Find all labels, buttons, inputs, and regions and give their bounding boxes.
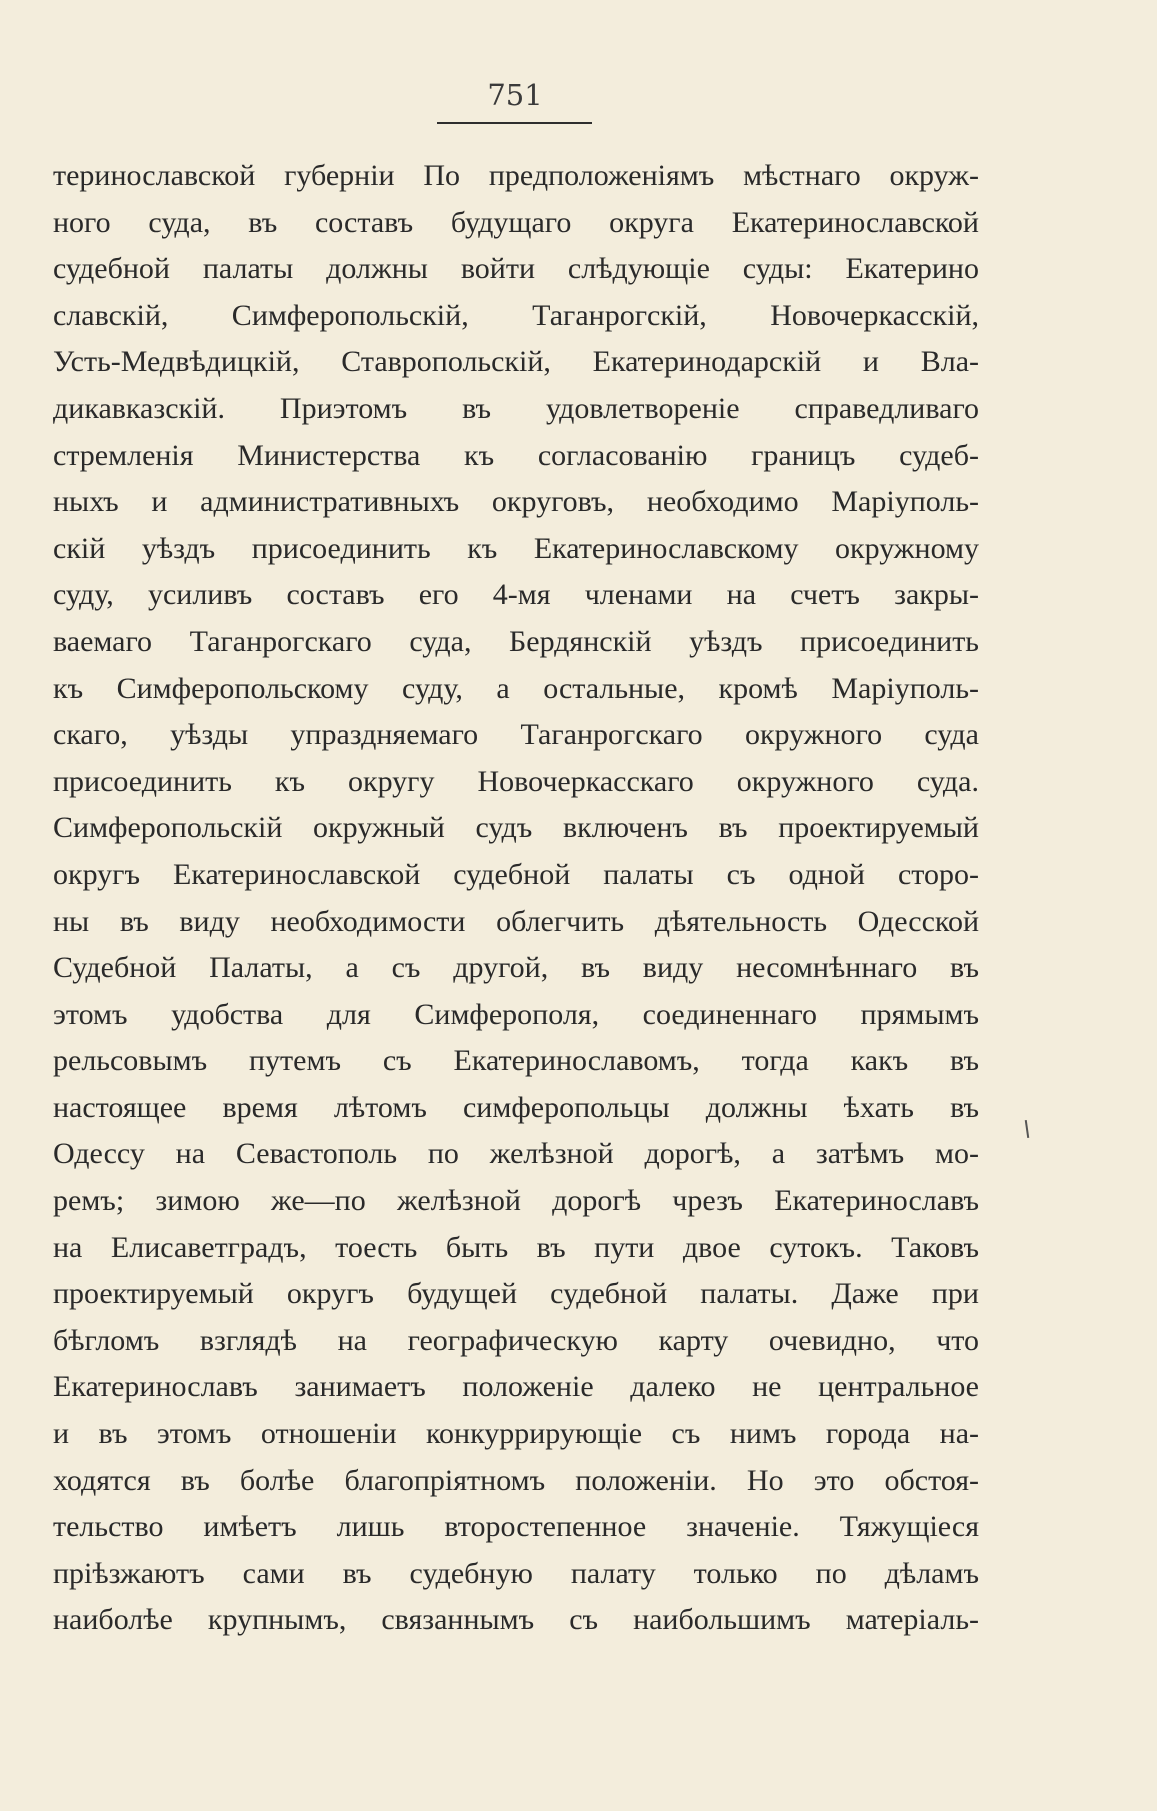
text-line: дикавказскій. Приэтомъ въ удовлетвореніе справедливаго — [53, 391, 979, 425]
text-line: теринославской губерніи По предположеніямъ мѣстнаго окруж- — [53, 159, 979, 192]
text-line: къ Симферопольскому суду, а остальные, кромѣ Маріуполь- — [53, 671, 979, 705]
text-line: бѣгломъ взглядѣ на географическую карту очевидно, что — [53, 1323, 979, 1357]
text-line: ходятся въ болѣе благопріятномъ положеніи. Но это обстоя- — [53, 1463, 979, 1497]
text-line: стремленія Министерства къ согласованію границъ судеб- — [53, 438, 979, 472]
text-line: славскій, Симферопольскій, Таганрогскій, Новочеркасскій, — [53, 298, 979, 332]
page-number: 751 — [487, 78, 543, 112]
text-line: судебной палаты должны войти слѣдующіе суды: Екатерино — [53, 252, 979, 286]
page-number-rule — [437, 122, 592, 124]
text-line: ваемаго Таганрогскаго суда, Бердянскій уѣздъ присоединить — [53, 624, 979, 658]
text-line: суду, усиливъ составъ его 4-мя членами на счетъ закры- — [53, 578, 979, 612]
text-line: тельство имѣетъ лишь второстепенное значеніе. Тяжущіеся — [53, 1510, 979, 1544]
text-line: на Елисаветградъ, тоесть быть въ пути двое сутокъ. Таковъ — [53, 1230, 979, 1264]
text-line: скаго, уѣзды упраздняемаго Таганрогскаго окружного суда — [53, 718, 979, 752]
body-text — [53, 153, 979, 1644]
text-line: Усть-Медвѣдицкій, Ставропольскій, Екатеринодарскій и Вла- — [53, 345, 979, 379]
text-line: этомъ удобства для Симферополя, соединеннаго прямымъ — [53, 997, 979, 1031]
text-line: наиболѣе крупнымъ, связаннымъ съ наибольшимъ матеріаль- — [53, 1603, 979, 1637]
text-line: Судебной Палаты, а съ другой, въ виду несомнѣннаго въ — [53, 951, 979, 985]
text-line: пріѣзжаютъ сами въ судебную палату только по дѣламъ — [53, 1556, 979, 1590]
text-line: Симферопольскій окружный судъ включенъ въ проектируемый — [53, 811, 979, 845]
text-line: рельсовымъ путемъ съ Екатеринославомъ, тогда какъ въ — [53, 1044, 979, 1078]
text-line: проектируемый округъ будущей судебной палаты. Даже при — [53, 1277, 979, 1311]
text-line: ного суда, въ составъ будущаго округа Екатеринославской — [53, 205, 979, 239]
text-line: ныхъ и административныхъ округовъ, необходимо Маріуполь- — [53, 485, 979, 519]
text-line: округъ Екатеринославской судебной палаты съ одной сторо- — [53, 857, 979, 891]
text-line: присоединить къ округу Новочеркасскаго окружного суда. — [53, 764, 979, 798]
text-line: ны въ виду необходимости облегчить дѣятельность Одесской — [53, 904, 979, 938]
text-line: ремъ; зимою же—по желѣзной дорогѣ чрезъ Екатеринославъ — [53, 1184, 979, 1218]
text-line: Екатеринославъ занимаетъ положеніе далеко не центральное — [53, 1370, 979, 1404]
margin-mark — [1025, 1120, 1029, 1138]
text-line: настоящее время лѣтомъ симферопольцы должны ѣхать въ — [53, 1090, 979, 1124]
text-line: Одессу на Севастополь по желѣзной дорогѣ, а затѣмъ мо- — [53, 1137, 979, 1171]
text-line: скій уѣздъ присоединить къ Екатеринославскому окружному — [53, 531, 979, 565]
text-line: и въ этомъ отношеніи конкуррирующіе съ нимъ города на- — [53, 1417, 979, 1451]
